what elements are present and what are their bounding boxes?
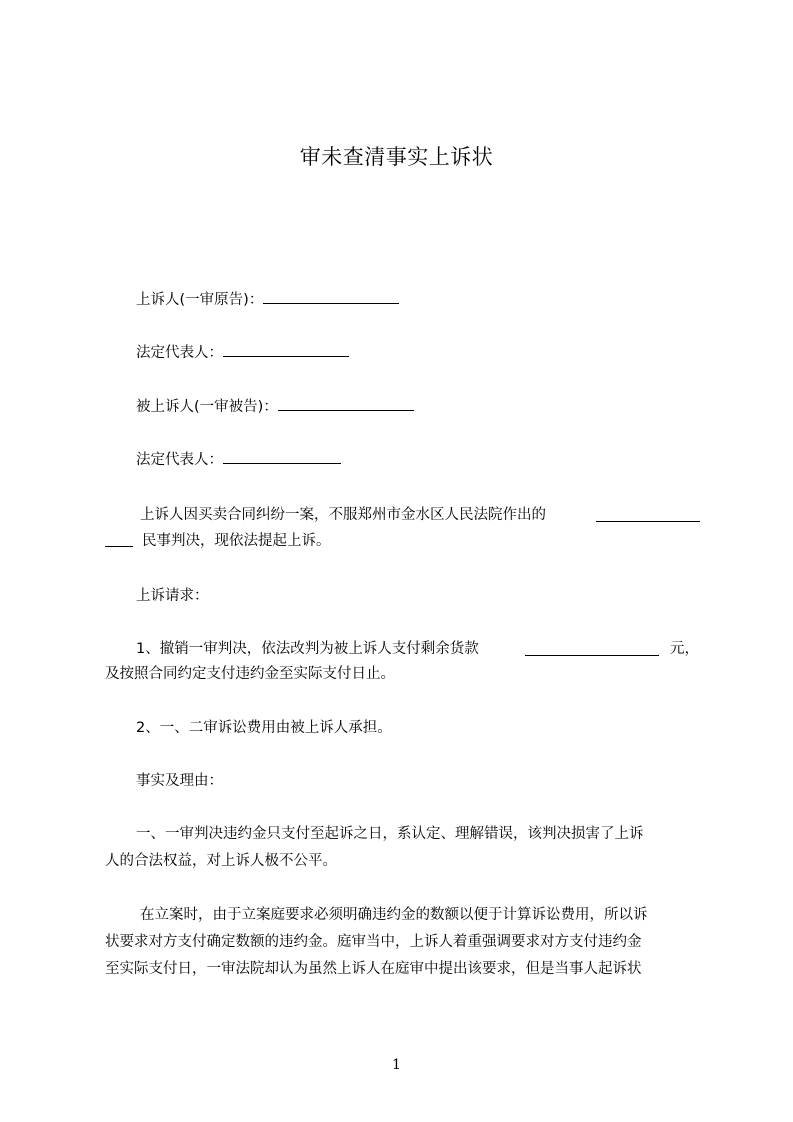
judgment-number-blank-1 xyxy=(596,508,700,522)
request-1-line-1 xyxy=(136,639,479,659)
intro-line-1 xyxy=(140,505,546,525)
legal-rep-field-1 xyxy=(136,343,349,363)
paragraph-line-2: 状要求对方支付确定数额的违约金。庭审当中，上诉人着重强调要求对方支付违约金 xyxy=(105,934,642,950)
request-2: 2、一、二审诉讼费用由被上诉人承担。 xyxy=(136,720,392,736)
appellee-label: 被上诉人(一审被告)： xyxy=(136,399,278,415)
page-number: 1 xyxy=(392,1057,401,1073)
request-heading: 上诉请求： xyxy=(136,588,209,604)
legal-rep-blank-2 xyxy=(223,450,341,464)
paragraph-line-1: 在立案时，由于立案庭要求必须明确违约金的数额以便于计算诉讼费用，所以诉 xyxy=(140,907,648,923)
reason-1-line-2: 人的合法权益，对上诉人极不公平。 xyxy=(105,853,337,869)
reason-1-line-1: 一、一审判决违约金只支付至起诉之日，系认定、理解错误，该判决损害了上诉 xyxy=(136,826,644,842)
legal-rep-field-2 xyxy=(136,450,341,470)
request-1-line-2: 及按照合同约定支付违约金至实际支付日止。 xyxy=(105,666,395,682)
facts-heading: 事实及理由： xyxy=(136,773,223,789)
intro-line-1-text: 上诉人因买卖合同纠纷一案，不服郑州市金水区人民法院作出的 xyxy=(140,507,546,523)
request-1-text-before: 1、撤销一审判决，依法改判为被上诉人支付剩余货款 xyxy=(136,641,479,657)
legal-rep-blank-1 xyxy=(223,343,349,357)
appellant-field xyxy=(136,290,399,310)
legal-rep-label-1: 法定代表人： xyxy=(136,345,223,361)
appellant-label: 上诉人(一审原告)： xyxy=(136,292,264,308)
paragraph-line-3: 至实际支付日，一审法院却认为虽然上诉人在庭审中提出该要求，但是当事人起诉状 xyxy=(105,961,642,977)
judgment-number-blank-2 xyxy=(105,533,133,547)
intro-line-2: 民事判决，现依法提起上诉。 xyxy=(142,533,331,549)
appellee-blank xyxy=(278,397,414,411)
remaining-payment-blank xyxy=(525,642,659,656)
appellee-field xyxy=(136,397,414,417)
legal-rep-label-2: 法定代表人： xyxy=(136,452,223,468)
document-title: 审未查清事实上诉状 xyxy=(299,145,494,169)
request-1-text-after: 元， xyxy=(670,641,699,657)
appellant-blank xyxy=(263,290,399,304)
